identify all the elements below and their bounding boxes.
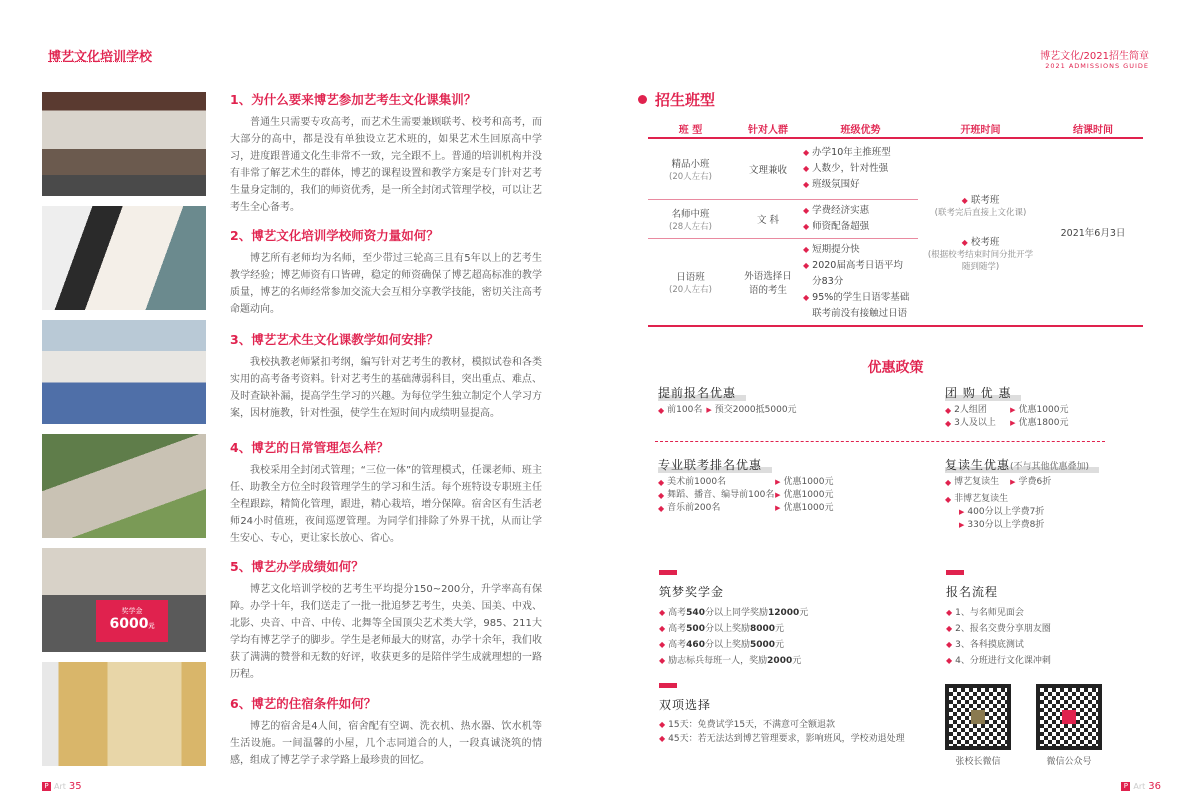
accent-bar	[659, 570, 677, 575]
text: 高考	[668, 640, 687, 650]
step: 2、报名交费分享朋友圈	[955, 624, 1051, 634]
item-key: 博艺复读生	[954, 477, 1000, 487]
rank-discount	[658, 456, 833, 515]
diamond-icon: ◆	[945, 495, 952, 504]
item: 45天：若无法达到博艺管理要求，影响班风，学校劝退处理	[668, 734, 905, 744]
diamond-icon: ◆	[946, 608, 953, 617]
class-table	[648, 120, 1143, 327]
block-title: 复读生优惠	[945, 458, 1011, 472]
block-title: 报名流程	[946, 585, 999, 599]
faq-section-5	[230, 557, 542, 683]
repeat-discount	[945, 456, 1099, 532]
p-icon: P	[1121, 782, 1130, 791]
faq-body: 博艺的宿舍是4人间，宿舍配有空调、洗衣机、热水器、饮水机等生活设施。一间温馨的小屋，几个志同道合的人，一段真诚浇筑的情感，组成了博艺学子求学路上最珍贵的回忆。	[230, 721, 542, 766]
advantage: 95%的学生日语零基础联考前没有接触过日语	[812, 291, 910, 319]
faq-section-2	[230, 226, 542, 318]
item-key: 舞蹈、播音、编导前100名	[667, 490, 775, 500]
item-value: 优惠1000元	[783, 477, 834, 487]
start-note: (联考完后直接上文化课)	[934, 207, 1027, 218]
start-name: 校考班	[970, 236, 1000, 248]
block-title: 团 购 优 惠	[945, 384, 1021, 401]
diamond-icon: ◆	[803, 179, 810, 189]
item-key: 音乐前200名	[667, 503, 721, 513]
score: 500	[686, 624, 705, 634]
diamond-icon: ◆	[803, 221, 810, 231]
garden-photo	[42, 434, 206, 538]
faq-section-6	[230, 694, 542, 769]
item-key: 美术前1000名	[667, 477, 727, 487]
dashed-divider	[655, 441, 1105, 442]
diamond-icon: ◆	[945, 419, 952, 428]
classes-title: 招生班型	[655, 91, 716, 109]
classes-heading	[638, 89, 715, 110]
diamond-icon: ◆	[658, 504, 665, 513]
col-header: 开班时间	[918, 120, 1043, 138]
score: 540	[686, 608, 705, 618]
page-art: Art	[54, 782, 66, 791]
advantage: 学费经济实惠	[812, 204, 870, 216]
text: 元	[799, 608, 809, 618]
amount: 5000	[749, 640, 776, 650]
faq-title: 1、为什么要来博艺参加艺考生文化课集训？	[230, 92, 477, 107]
text: 高考	[668, 608, 687, 618]
step: 3、各科摸底测试	[955, 640, 1024, 650]
qr-label: 微信公众号	[1046, 757, 1092, 767]
faq-body: 普通生只需要专攻高考，而艺术生需要兼顾联考、校考和高考，而大部分的高中，都是没有单独设立艺术班的，如果艺术生回原高中学习，进度跟普通文化生非常不一致，完全跟不上。普通的培训机构并没有非常了解艺术生的群体，博艺的课程设置和教学方案是专门针对艺考生量身定制的，我们的师资优秀，是一所全封闭式管理学校，可以让艺考生全心备考。	[230, 117, 542, 213]
faq-body: 我校执教老师紧扣考纲，编写针对艺考生的教材，模拟试卷和各类实用的高考备考资料。针对艺考生的基础薄弱科目，突出重点、难点、及时查缺补漏，提高学生学习的兴趣。为每位学生独立制定个人学习方案，因材施教，针对性强，使学生在短时间内成绩明显提高。	[230, 357, 542, 419]
end-date: 2021年6月3日	[1043, 138, 1143, 326]
text: 元	[775, 640, 785, 650]
text: 元	[775, 624, 785, 634]
header-subtitle: 2021 ADMISSIONS GUIDE	[1045, 62, 1149, 70]
faq-body: 我校采用全封闭式管理；“三位一体”的管理模式，任课老师、班主任、助教全方位全时段管理学生的学习和生活。每个班特设专职班主任全程跟踪，精简化管理，跟进，精心栽培，增分保障。宿舍区有生活老师24小时值班，夜间巡逻管理。为同学们排除了外界干扰，从而让学生安心、专心，更让家长放心、省心。	[230, 465, 542, 544]
block-title: 双项选择	[659, 698, 712, 712]
class-target: 文 科	[733, 199, 803, 238]
text: 分以上同学奖励	[704, 608, 768, 618]
group-discount	[945, 384, 1068, 430]
triangle-icon: ▶	[1010, 478, 1016, 486]
class-size: (20人左右)	[669, 284, 712, 295]
advantage: 办学10年主推班型	[812, 146, 891, 158]
class-target: 文理兼收	[733, 138, 803, 199]
scholarship-block	[659, 570, 808, 669]
step: 1、与名师见面会	[955, 608, 1024, 618]
class-size: (20人左右)	[669, 171, 712, 182]
col-header: 结课时间	[1043, 120, 1143, 138]
item-value: 优惠1000元	[1018, 405, 1069, 415]
faq-section-4	[230, 438, 542, 547]
class-advantages	[803, 138, 918, 199]
header-title: 博艺文化/2021招生简章	[1040, 51, 1149, 62]
early-discount	[658, 384, 797, 417]
block-note: (不与其他优惠叠加)	[1010, 462, 1090, 472]
amount: 12000	[767, 608, 800, 618]
class-name: 精品小班	[671, 158, 710, 170]
start-note: (根据校考结束时间分批开学随到随学)	[927, 249, 1034, 272]
scholarship-photo	[42, 548, 206, 652]
diamond-icon: ◆	[961, 195, 968, 205]
triangle-icon: ▶	[775, 491, 781, 499]
bullet-dot-icon	[638, 95, 647, 104]
qr-code-icon[interactable]	[1036, 684, 1102, 750]
col-header: 班 型	[648, 120, 733, 138]
triangle-icon: ▶	[706, 406, 712, 414]
diamond-icon: ◆	[803, 292, 810, 302]
guide-header	[1040, 47, 1149, 70]
triangle-icon: ▶	[959, 521, 965, 529]
diamond-icon: ◆	[803, 244, 810, 254]
diamond-icon: ◆	[803, 260, 810, 270]
triangle-icon: ▶	[775, 504, 781, 512]
step: 4、分班进行文化课冲刺	[955, 656, 1051, 666]
item-key: 非博艺复读生	[954, 494, 1009, 504]
col-header: 针对人群	[733, 120, 803, 138]
school-logo: 博艺文化培训学校	[48, 50, 153, 65]
accent-bar	[946, 570, 964, 575]
diamond-icon: ◆	[658, 491, 665, 500]
start-times	[918, 138, 1043, 326]
item-value: 预交2000抵5000元	[714, 405, 797, 415]
item-value: 400分以上学费7折	[967, 507, 1045, 517]
diamond-icon: ◆	[659, 720, 666, 729]
text: 分以上奖励	[704, 624, 750, 634]
item-key: 前100名	[667, 405, 703, 415]
faq-body: 博艺所有老师均为名师，至少带过三轮高三且有5年以上的艺考生教学经验；博艺师资有口皆碑，稳定的师资确保了博艺超高标准的教学质量，博艺的名师经常参加交流大会互相分享教学技能，密切关注高考命题动向。	[230, 253, 542, 315]
triangle-icon: ▶	[1010, 419, 1016, 427]
class-name: 日语班	[676, 271, 705, 283]
col-header: 班级优势	[803, 120, 918, 138]
faq-title: 3、博艺艺术生文化课教学如何安排？	[230, 332, 439, 347]
item-value: 学费6折	[1018, 477, 1052, 487]
advantage: 师资配备超强	[812, 220, 870, 232]
diamond-icon: ◆	[659, 734, 666, 743]
diamond-icon: ◆	[803, 163, 810, 173]
sign-unit: 元	[148, 623, 155, 630]
diamond-icon: ◆	[659, 608, 666, 617]
score: 460	[686, 640, 705, 650]
diamond-icon: ◆	[945, 478, 952, 487]
item-value: 330分以上学费8折	[967, 520, 1045, 530]
block-title: 提前报名优惠	[658, 384, 746, 401]
logo-divider	[48, 61, 136, 64]
faq-title: 6、博艺的住宿条件如何？	[230, 696, 377, 711]
diamond-icon: ◆	[946, 656, 953, 665]
amount: 8000	[749, 624, 776, 634]
diamond-icon: ◆	[658, 406, 665, 415]
diamond-icon: ◆	[803, 147, 810, 157]
amount: 2000	[767, 656, 793, 666]
item-value: 优惠1000元	[783, 490, 834, 500]
class-advantages	[803, 238, 918, 326]
sign-amount: 6000	[109, 616, 149, 632]
policy-title: 优惠政策	[867, 360, 924, 376]
class-size: (28人左右)	[669, 221, 712, 232]
teacher-photo	[42, 206, 206, 310]
class-target: 外语选择日语的考生	[733, 238, 803, 326]
text: 分以上奖励	[704, 640, 750, 650]
accent-bar	[659, 683, 677, 688]
diamond-icon: ◆	[659, 656, 666, 665]
double-choice-block	[659, 683, 905, 746]
qr-label: 张校长微信	[955, 757, 1001, 767]
dormitory-photo	[42, 662, 206, 766]
class-advantages	[803, 199, 918, 238]
sign-label: 奖学金	[121, 607, 143, 615]
faq-title: 4、博艺的日常管理怎么样？	[230, 440, 389, 455]
item-key: 2人组团	[954, 405, 987, 415]
scholarship-sign	[96, 600, 168, 642]
diamond-icon: ◆	[945, 406, 952, 415]
text: 励志标兵每班一人，奖励	[668, 656, 768, 666]
policy-heading	[0, 357, 1191, 377]
diamond-icon: ◆	[946, 640, 953, 649]
text: 高考	[668, 624, 687, 634]
triangle-icon: ▶	[775, 478, 781, 486]
page-num: 36	[1148, 781, 1161, 792]
faq-body: 博艺文化培训学校的艺考生平均提分150~200分，升学率高有保障。办学十年，我们送走了一批一批追梦艺考生，央美、国美、中戏、北影、央音、中音、中传、北舞等全国顶尖艺术类大学，985、211大学均有博艺学子的脚步。学生是老师最大的财富，办学十余年，我们收获了满满的赞誉和无数的好评，收获更多的是陪伴学生成就理想的一路历程。	[230, 584, 542, 680]
diamond-icon: ◆	[659, 640, 666, 649]
advantage: 人数少，针对性强	[812, 162, 889, 174]
page-num: 35	[68, 781, 82, 792]
advantage: 短期提分快	[812, 243, 860, 255]
diamond-icon: ◆	[946, 624, 953, 633]
page-number-right	[1121, 781, 1161, 792]
triangle-icon: ▶	[959, 508, 965, 516]
item-value: 优惠1000元	[783, 503, 834, 513]
advantage: 2020届高考日语平均分83分	[812, 259, 903, 287]
class-name: 名师中班	[671, 208, 710, 220]
faq-title: 5、博艺办学成绩如何？	[230, 559, 364, 574]
table-row	[648, 138, 1143, 199]
page-number-left	[42, 781, 82, 792]
block-title: 专业联考排名优惠	[658, 456, 772, 473]
block-title: 筑梦奖学金	[659, 585, 725, 599]
group-photo	[42, 92, 206, 196]
page-art: Art	[1133, 782, 1146, 791]
qr-official-account[interactable]	[1036, 684, 1102, 767]
diamond-icon: ◆	[803, 205, 810, 215]
qr-code-icon[interactable]	[945, 684, 1011, 750]
diamond-icon: ◆	[961, 237, 968, 247]
item-value: 优惠1800元	[1018, 418, 1069, 428]
text: 元	[792, 656, 802, 666]
advantage: 班级氛围好	[812, 178, 860, 190]
process-block	[946, 570, 1051, 669]
start-name: 联考班	[970, 194, 1000, 206]
diamond-icon: ◆	[659, 624, 666, 633]
faq-title: 2、博艺文化培训学校师资力量如何？	[230, 228, 439, 243]
item: 15天：免费试学15天，不满意可全额退款	[668, 720, 836, 730]
diamond-icon: ◆	[658, 478, 665, 487]
p-icon: P	[42, 782, 51, 791]
triangle-icon: ▶	[1010, 406, 1016, 414]
item-key: 3人及以上	[954, 418, 996, 428]
faq-section-1	[230, 90, 542, 216]
qr-principal[interactable]	[945, 684, 1011, 767]
